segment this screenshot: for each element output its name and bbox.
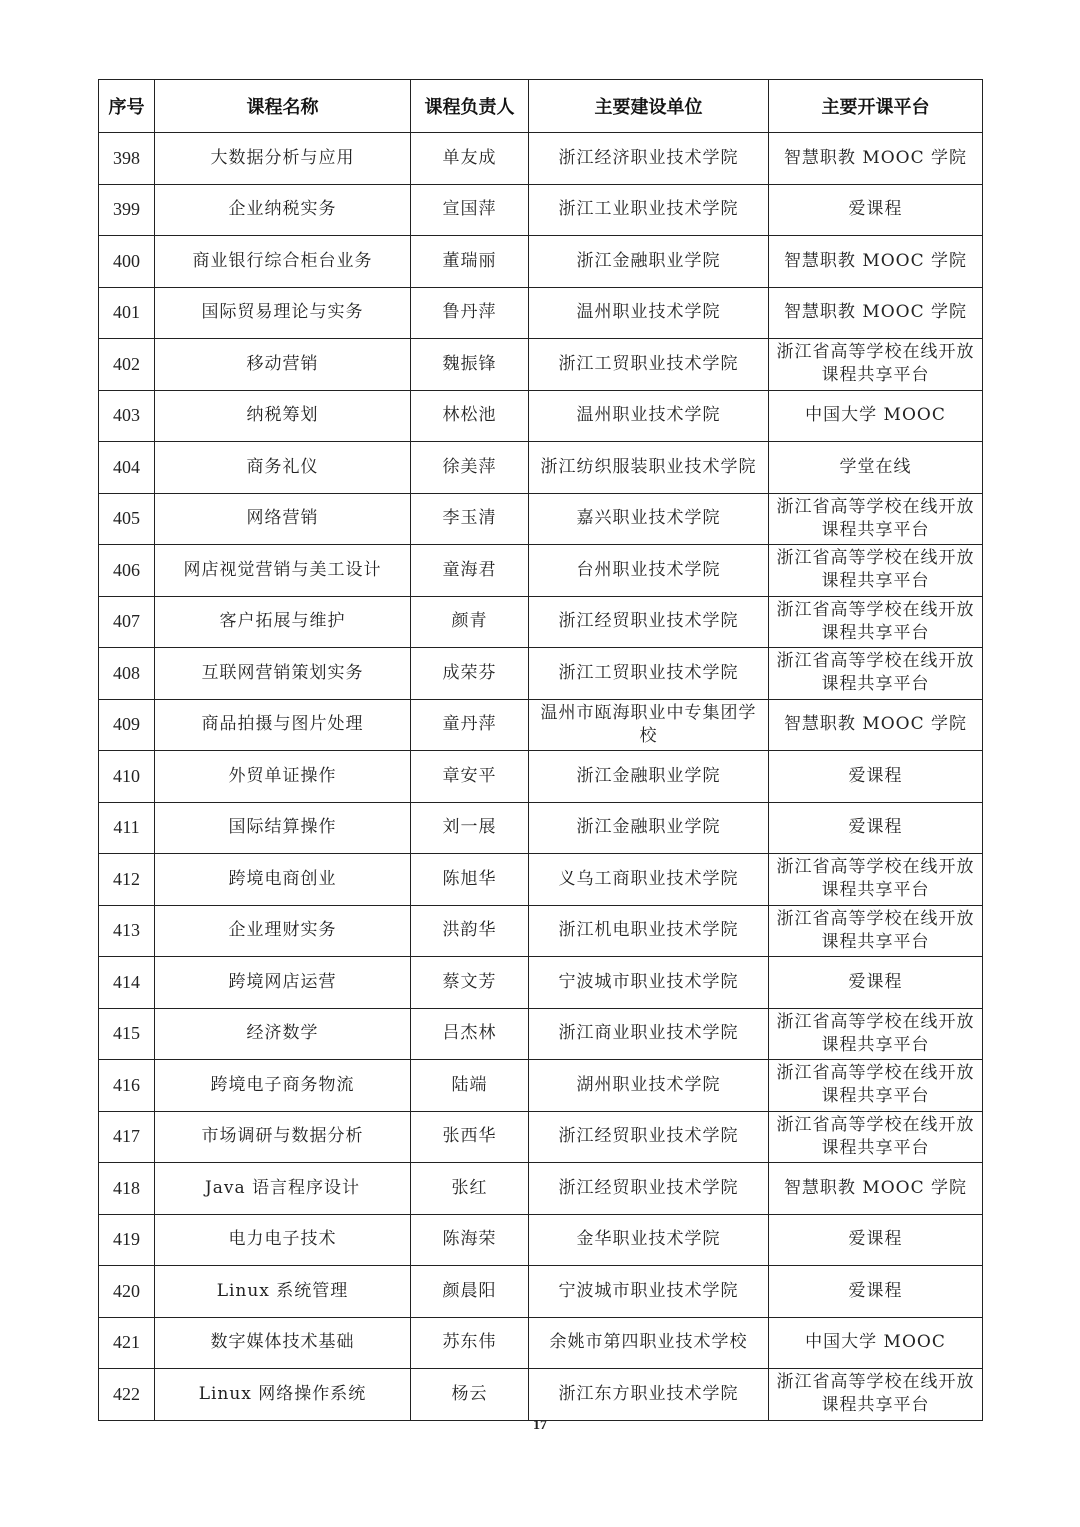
cell-course-name: 跨境电子商务物流 xyxy=(155,1060,411,1112)
cell-course-name: 市场调研与数据分析 xyxy=(155,1111,411,1163)
cell-course-name: 移动营销 xyxy=(155,339,411,391)
cell-index: 408 xyxy=(99,648,155,700)
cell-course-name: 国际结算操作 xyxy=(155,802,411,854)
cell-index: 399 xyxy=(99,184,155,236)
cell-institution: 宁波城市职业技术学院 xyxy=(529,1266,769,1318)
table-row xyxy=(99,184,983,236)
cell-institution: 浙江工业职业技术学院 xyxy=(529,184,769,236)
table-row xyxy=(99,596,983,648)
cell-index: 410 xyxy=(99,751,155,803)
cell-platform: 浙江省高等学校在线开放课程共享平台 xyxy=(769,854,983,906)
cell-index: 404 xyxy=(99,442,155,494)
cell-course-name: 企业纳税实务 xyxy=(155,184,411,236)
cell-index: 418 xyxy=(99,1163,155,1215)
cell-platform: 浙江省高等学校在线开放课程共享平台 xyxy=(769,1111,983,1163)
cell-course-name: 商业银行综合柜台业务 xyxy=(155,236,411,288)
cell-course-lead: 张红 xyxy=(411,1163,529,1215)
cell-course-name: 国际贸易理论与实务 xyxy=(155,287,411,339)
header-course-lead: 课程负责人 xyxy=(411,80,529,133)
cell-index: 403 xyxy=(99,390,155,442)
cell-institution: 浙江金融职业学院 xyxy=(529,802,769,854)
cell-platform: 学堂在线 xyxy=(769,442,983,494)
cell-index: 405 xyxy=(99,493,155,545)
table-row xyxy=(99,339,983,391)
cell-platform: 浙江省高等学校在线开放课程共享平台 xyxy=(769,1008,983,1060)
cell-institution: 浙江金融职业学院 xyxy=(529,751,769,803)
cell-index: 413 xyxy=(99,905,155,957)
table-row xyxy=(99,1317,983,1369)
cell-course-name: Java 语言程序设计 xyxy=(155,1163,411,1215)
cell-index: 406 xyxy=(99,545,155,597)
cell-platform: 爱课程 xyxy=(769,802,983,854)
cell-index: 400 xyxy=(99,236,155,288)
cell-course-name: 商品拍摄与图片处理 xyxy=(155,699,411,751)
header-course-name: 课程名称 xyxy=(155,80,411,133)
table-row xyxy=(99,699,983,751)
cell-platform: 智慧职教 MOOC 学院 xyxy=(769,699,983,751)
cell-course-lead: 张西华 xyxy=(411,1111,529,1163)
cell-index: 414 xyxy=(99,957,155,1009)
cell-course-name: Linux 系统管理 xyxy=(155,1266,411,1318)
cell-institution: 嘉兴职业技术学院 xyxy=(529,493,769,545)
table-row xyxy=(99,133,983,185)
cell-course-lead: 魏振锋 xyxy=(411,339,529,391)
header-institution: 主要建设单位 xyxy=(529,80,769,133)
cell-index: 402 xyxy=(99,339,155,391)
cell-course-lead: 章安平 xyxy=(411,751,529,803)
table-row xyxy=(99,1266,983,1318)
cell-platform: 爱课程 xyxy=(769,751,983,803)
cell-course-lead: 董瑞丽 xyxy=(411,236,529,288)
header-platform: 主要开课平台 xyxy=(769,80,983,133)
cell-course-name: 数字媒体技术基础 xyxy=(155,1317,411,1369)
cell-course-name: 客户拓展与维护 xyxy=(155,596,411,648)
cell-institution: 浙江经贸职业技术学院 xyxy=(529,1111,769,1163)
table-row xyxy=(99,648,983,700)
table-row xyxy=(99,854,983,906)
cell-course-lead: 蔡文芳 xyxy=(411,957,529,1009)
table-row xyxy=(99,1369,983,1421)
table-header-row xyxy=(99,80,983,133)
table-row xyxy=(99,390,983,442)
cell-course-lead: 陆端 xyxy=(411,1060,529,1112)
cell-institution: 浙江金融职业学院 xyxy=(529,236,769,288)
cell-platform: 浙江省高等学校在线开放课程共享平台 xyxy=(769,545,983,597)
table-row xyxy=(99,802,983,854)
cell-course-lead: 徐美萍 xyxy=(411,442,529,494)
cell-course-name: 经济数学 xyxy=(155,1008,411,1060)
table-row xyxy=(99,1008,983,1060)
cell-institution: 浙江工贸职业技术学院 xyxy=(529,339,769,391)
cell-index: 420 xyxy=(99,1266,155,1318)
cell-course-lead: 单友成 xyxy=(411,133,529,185)
cell-course-name: 互联网营销策划实务 xyxy=(155,648,411,700)
cell-course-lead: 颜晨阳 xyxy=(411,1266,529,1318)
cell-institution: 浙江经贸职业技术学院 xyxy=(529,1163,769,1215)
cell-course-lead: 洪韵华 xyxy=(411,905,529,957)
cell-course-lead: 陈海荣 xyxy=(411,1214,529,1266)
header-index: 序号 xyxy=(99,80,155,133)
cell-index: 401 xyxy=(99,287,155,339)
cell-index: 409 xyxy=(99,699,155,751)
cell-institution: 浙江机电职业技术学院 xyxy=(529,905,769,957)
cell-platform: 智慧职教 MOOC 学院 xyxy=(769,1163,983,1215)
cell-platform: 浙江省高等学校在线开放课程共享平台 xyxy=(769,596,983,648)
cell-index: 422 xyxy=(99,1369,155,1421)
table-row xyxy=(99,957,983,1009)
cell-course-lead: 陈旭华 xyxy=(411,854,529,906)
table-row xyxy=(99,1214,983,1266)
cell-institution: 浙江纺织服装职业技术学院 xyxy=(529,442,769,494)
cell-index: 398 xyxy=(99,133,155,185)
cell-course-lead: 童海君 xyxy=(411,545,529,597)
cell-course-name: 网店视觉营销与美工设计 xyxy=(155,545,411,597)
cell-course-name: 外贸单证操作 xyxy=(155,751,411,803)
cell-course-name: 大数据分析与应用 xyxy=(155,133,411,185)
cell-course-name: 跨境网店运营 xyxy=(155,957,411,1009)
cell-course-lead: 李玉清 xyxy=(411,493,529,545)
cell-platform: 浙江省高等学校在线开放课程共享平台 xyxy=(769,648,983,700)
cell-course-lead: 杨云 xyxy=(411,1369,529,1421)
cell-index: 421 xyxy=(99,1317,155,1369)
table-row xyxy=(99,905,983,957)
table-row xyxy=(99,442,983,494)
cell-institution: 浙江商业职业技术学院 xyxy=(529,1008,769,1060)
cell-course-lead: 苏东伟 xyxy=(411,1317,529,1369)
cell-platform: 爱课程 xyxy=(769,957,983,1009)
cell-platform: 爱课程 xyxy=(769,1266,983,1318)
cell-course-lead: 刘一展 xyxy=(411,802,529,854)
cell-platform: 浙江省高等学校在线开放课程共享平台 xyxy=(769,905,983,957)
cell-course-name: 纳税筹划 xyxy=(155,390,411,442)
table-row xyxy=(99,493,983,545)
cell-index: 415 xyxy=(99,1008,155,1060)
cell-index: 407 xyxy=(99,596,155,648)
cell-institution: 余姚市第四职业技术学校 xyxy=(529,1317,769,1369)
table-row xyxy=(99,545,983,597)
cell-platform: 智慧职教 MOOC 学院 xyxy=(769,287,983,339)
cell-platform: 中国大学 MOOC xyxy=(769,1317,983,1369)
cell-course-name: 企业理财实务 xyxy=(155,905,411,957)
cell-institution: 金华职业技术学院 xyxy=(529,1214,769,1266)
cell-institution: 湖州职业技术学院 xyxy=(529,1060,769,1112)
cell-institution: 台州职业技术学院 xyxy=(529,545,769,597)
cell-index: 412 xyxy=(99,854,155,906)
cell-course-name: 电力电子技术 xyxy=(155,1214,411,1266)
cell-platform: 浙江省高等学校在线开放课程共享平台 xyxy=(769,339,983,391)
cell-course-name: 跨境电商创业 xyxy=(155,854,411,906)
cell-course-lead: 吕杰林 xyxy=(411,1008,529,1060)
course-table xyxy=(98,79,983,1421)
cell-platform: 智慧职教 MOOC 学院 xyxy=(769,236,983,288)
cell-course-name: Linux 网络操作系统 xyxy=(155,1369,411,1421)
cell-course-lead: 童丹萍 xyxy=(411,699,529,751)
cell-institution: 浙江经济职业技术学院 xyxy=(529,133,769,185)
cell-institution: 浙江东方职业技术学院 xyxy=(529,1369,769,1421)
table-row xyxy=(99,751,983,803)
table-row xyxy=(99,1111,983,1163)
table-body xyxy=(99,133,983,1421)
table-row xyxy=(99,1163,983,1215)
cell-course-name: 网络营销 xyxy=(155,493,411,545)
cell-index: 416 xyxy=(99,1060,155,1112)
cell-index: 419 xyxy=(99,1214,155,1266)
cell-course-lead: 林松池 xyxy=(411,390,529,442)
table-row xyxy=(99,287,983,339)
cell-institution: 宁波城市职业技术学院 xyxy=(529,957,769,1009)
cell-course-lead: 鲁丹萍 xyxy=(411,287,529,339)
table-row xyxy=(99,1060,983,1112)
cell-platform: 浙江省高等学校在线开放课程共享平台 xyxy=(769,493,983,545)
cell-course-lead: 宣国萍 xyxy=(411,184,529,236)
cell-institution: 温州职业技术学院 xyxy=(529,390,769,442)
cell-index: 411 xyxy=(99,802,155,854)
table-row xyxy=(99,236,983,288)
cell-institution: 温州职业技术学院 xyxy=(529,287,769,339)
cell-institution: 义乌工商职业技术学院 xyxy=(529,854,769,906)
cell-platform: 爱课程 xyxy=(769,1214,983,1266)
cell-platform: 浙江省高等学校在线开放课程共享平台 xyxy=(769,1369,983,1421)
cell-course-lead: 颜青 xyxy=(411,596,529,648)
page-number: 17 xyxy=(533,1418,547,1433)
cell-platform: 爱课程 xyxy=(769,184,983,236)
cell-index: 417 xyxy=(99,1111,155,1163)
cell-institution: 温州市瓯海职业中专集团学校 xyxy=(529,699,769,751)
cell-course-lead: 成荣芬 xyxy=(411,648,529,700)
cell-institution: 浙江经贸职业技术学院 xyxy=(529,596,769,648)
cell-institution: 浙江工贸职业技术学院 xyxy=(529,648,769,700)
cell-platform: 浙江省高等学校在线开放课程共享平台 xyxy=(769,1060,983,1112)
cell-course-name: 商务礼仪 xyxy=(155,442,411,494)
cell-platform: 中国大学 MOOC xyxy=(769,390,983,442)
cell-platform: 智慧职教 MOOC 学院 xyxy=(769,133,983,185)
